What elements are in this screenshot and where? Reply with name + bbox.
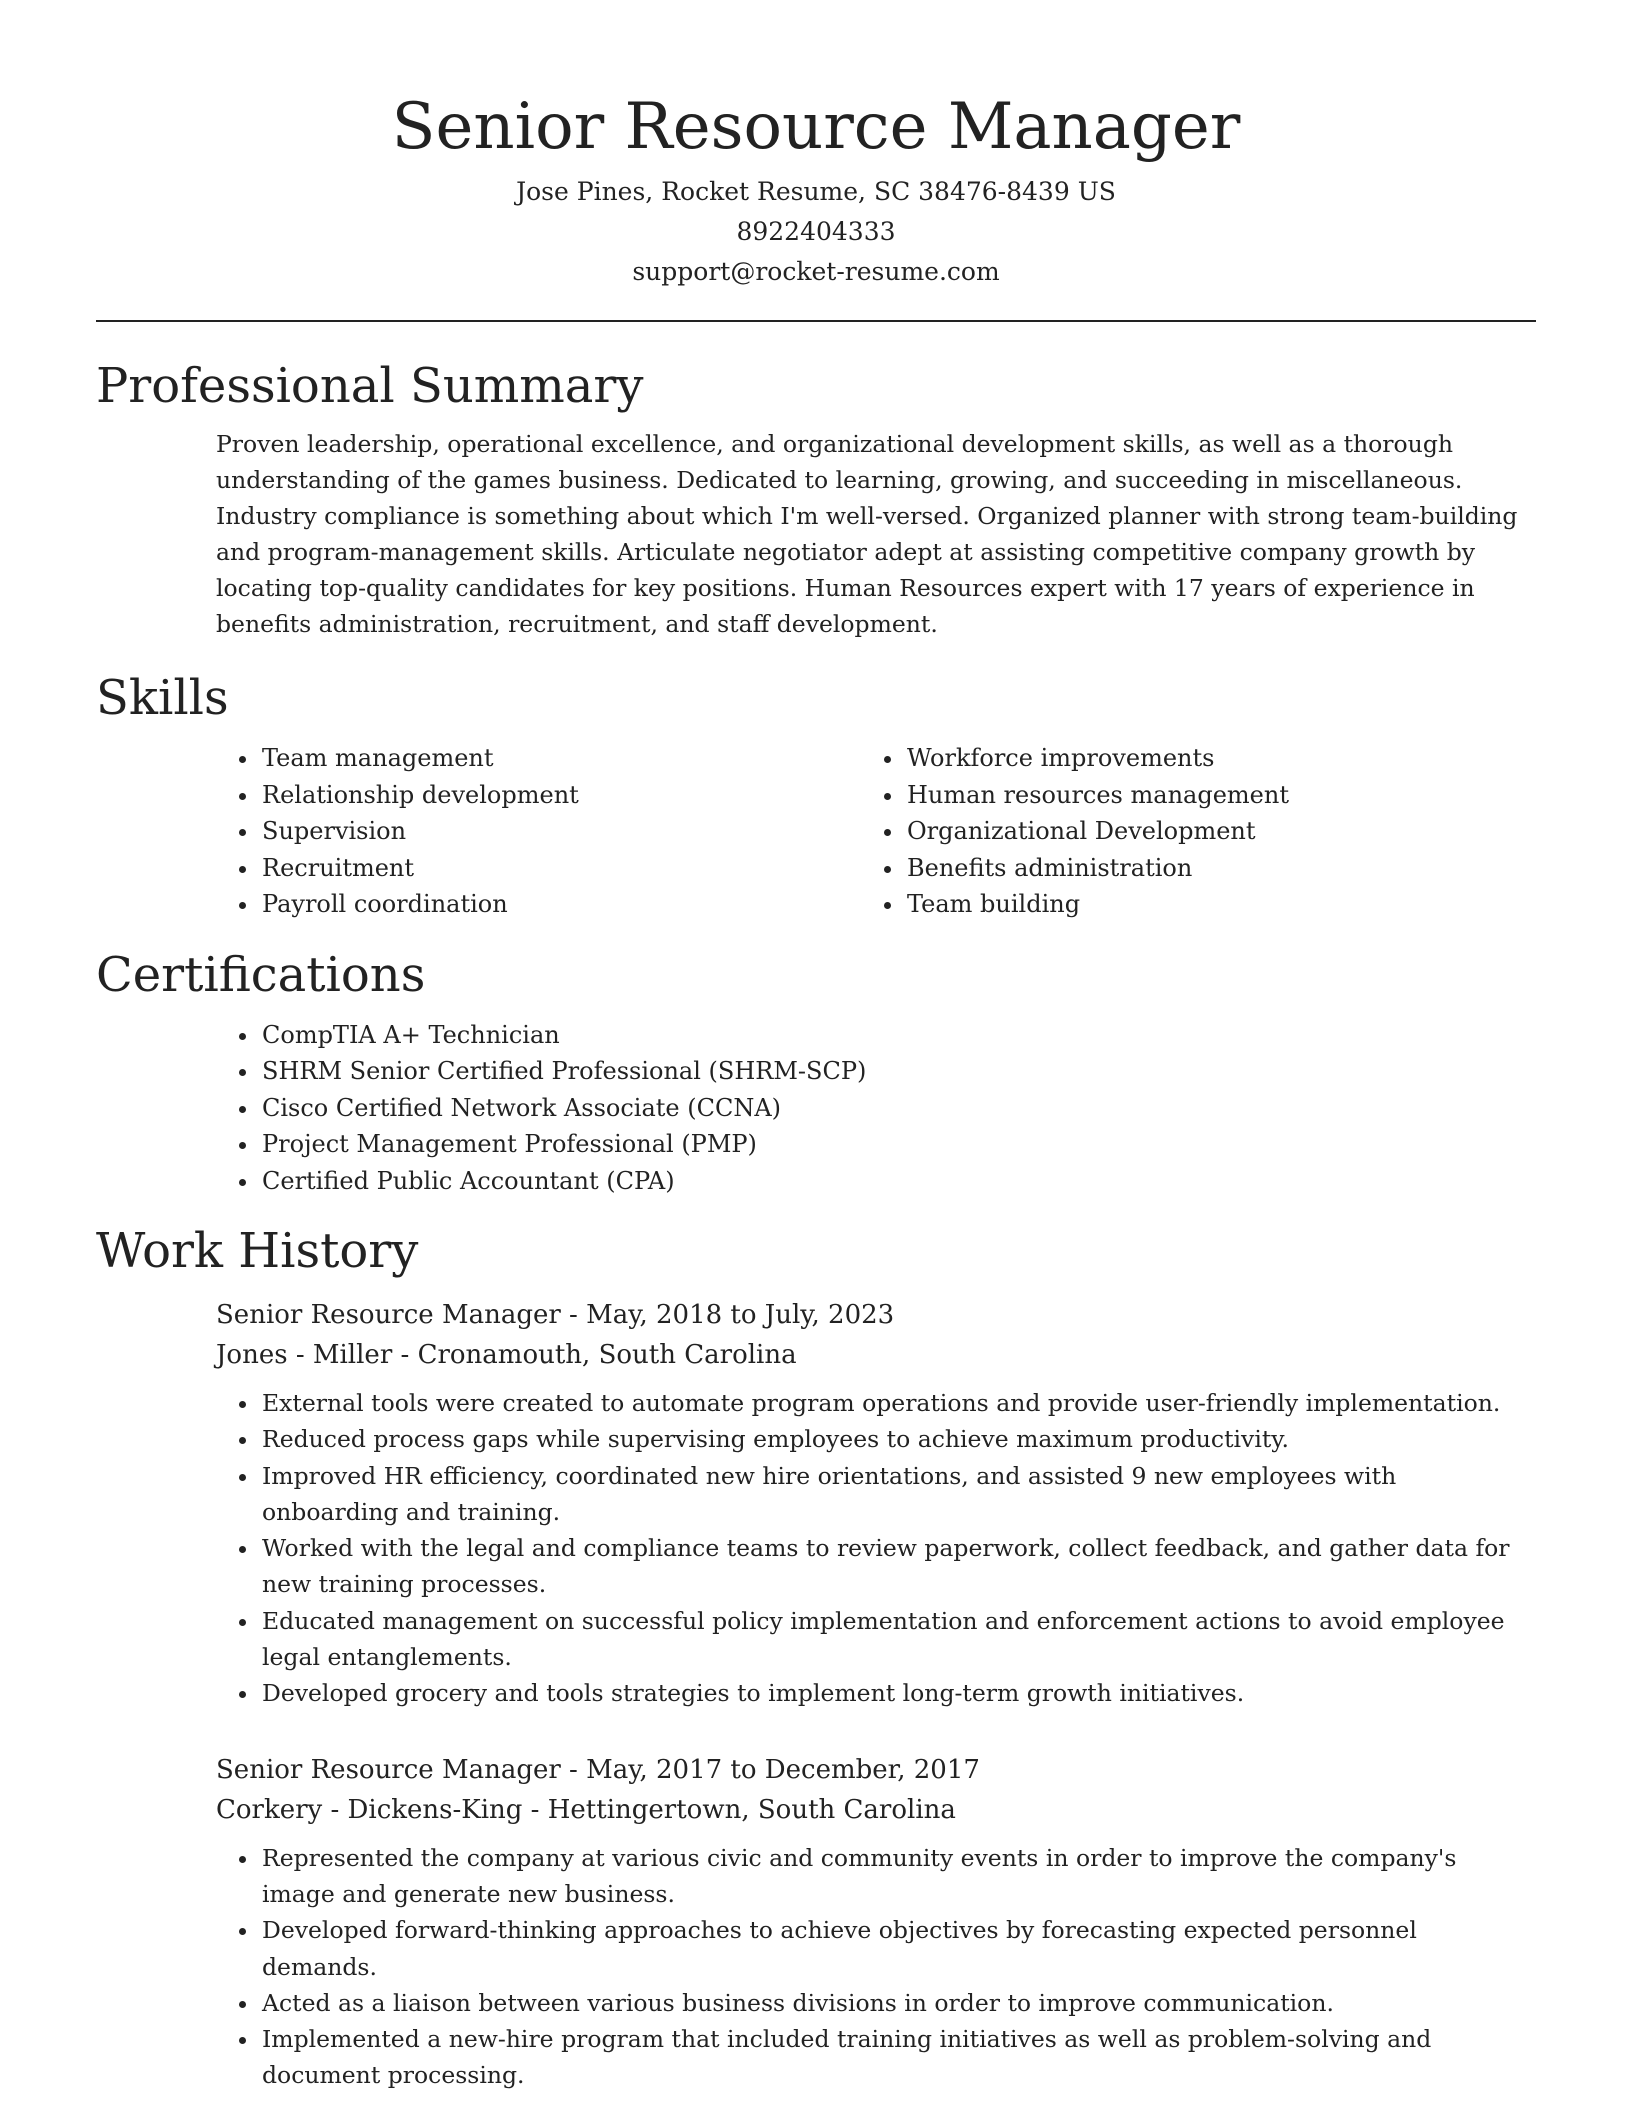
skill-item: • Human resources management xyxy=(905,777,1536,814)
contact-address: Jose Pines, Rocket Resume, SC 38476-8439 US xyxy=(516,177,1116,206)
job-bullet: • External tools were created to automate program operations and provide user-friendly implementation. xyxy=(260,1385,1536,1421)
skills-heading: Skills xyxy=(96,670,229,726)
resume-header xyxy=(96,0,1536,292)
skills-list-right xyxy=(905,740,1536,923)
resume-page xyxy=(96,0,1536,2094)
certification-item: • Project Management Professional (PMP) xyxy=(260,1126,1536,1163)
job-bullets xyxy=(216,1840,1536,2094)
job-company-line: Jones - Miller - Cronamouth, South Carolina xyxy=(216,1340,797,1370)
job-bullets xyxy=(216,1385,1536,1712)
skill-item: • Relationship development xyxy=(260,777,891,814)
certification-item: • SHRM Senior Certified Professional (SHRM-SCP) xyxy=(260,1053,1536,1090)
summary-heading: Professional Summary xyxy=(96,358,644,414)
job-bullet: • Educated management on successful policy implementation and enforcement actions to avoid employee legal entanglements. xyxy=(260,1603,1536,1676)
job-bullet: • Worked with the legal and compliance teams to review paperwork, collect feedback, and gather data for new training processes. xyxy=(260,1530,1536,1603)
skill-item: • Organizational Development xyxy=(905,813,1536,850)
skill-item: • Supervision xyxy=(260,813,891,850)
job-bullet: • Implemented a new-hire program that included training initiatives as well as problem-solving and document processing. xyxy=(260,2021,1536,2094)
job-role: Senior Resource Manager xyxy=(216,1754,561,1785)
job-company: Corkery - Dickens-King xyxy=(216,1794,523,1825)
skill-item: • Recruitment xyxy=(260,850,891,887)
contact-phone: 8922404333 xyxy=(736,217,896,246)
skills-section xyxy=(96,668,1536,923)
job-dates: May, 2018 to July, 2023 xyxy=(586,1300,895,1330)
header-divider xyxy=(96,320,1536,322)
job-role-line: Senior Resource Manager - May, 2018 to July, 2023 xyxy=(216,1300,895,1330)
job-entry xyxy=(216,1295,1536,1712)
certifications-list xyxy=(96,1017,1536,1200)
job-location: Hettingertown, South Carolina xyxy=(547,1794,956,1825)
job-bullet: • Acted as a liaison between various business divisions in order to improve communication. xyxy=(260,1985,1536,2021)
job-dates: May, 2017 to December, 2017 xyxy=(586,1754,980,1785)
skill-item: • Team building xyxy=(905,886,1536,923)
job-bullet: • Developed forward-thinking approaches to achieve objectives by forecasting expected personnel demands. xyxy=(260,1912,1536,1985)
summary-text: Proven leadership, operational excellence, and organizational development skills, as well as a thorough understanding of the games business. Dedicated to learning, growing, and succeeding in miscellaneous. Industry compliance is something about which I'm well-versed. Organized planner with strong team-building and program-management skills. Articulate negotiator adept at assisting competitive company growth by locating top-quality candidates for key positions. Human Resources expert with 17 years of experience in benefits administration, recruitment, and staff development. xyxy=(216,430,1518,638)
job-bullet: • Represented the company at various civic and community events in order to improve the company's image and generate new business. xyxy=(260,1840,1536,1913)
work-history-heading: Work History xyxy=(96,1223,419,1279)
certifications-section xyxy=(96,945,1536,1200)
job-location: Cronamouth, South Carolina xyxy=(417,1340,797,1370)
job-role: Senior Resource Manager xyxy=(216,1300,561,1330)
skills-columns xyxy=(96,740,1536,923)
certification-item: • Cisco Certified Network Associate (CCNA) xyxy=(260,1090,1536,1127)
job-company-line: Corkery - Dickens-King - Hettingertown, South Carolina xyxy=(216,1794,956,1825)
job-entry xyxy=(216,1750,1536,2094)
skill-item: • Payroll coordination xyxy=(260,886,891,923)
certification-item: • CompTIA A+ Technician xyxy=(260,1017,1536,1054)
contact-email: support@rocket-resume.com xyxy=(632,257,1000,286)
resume-title: Senior Resource Manager xyxy=(391,90,1241,164)
job-company: Jones - Miller xyxy=(216,1340,393,1370)
job-role-line: Senior Resource Manager - May, 2017 to December, 2017 xyxy=(216,1754,980,1785)
job-bullet: • Reduced process gaps while supervising employees to achieve maximum productivity. xyxy=(260,1421,1536,1457)
certifications-heading: Certifications xyxy=(96,946,426,1003)
job-bullet: • Developed grocery and tools strategies to implement long-term growth initiatives. xyxy=(260,1675,1536,1711)
summary-section xyxy=(96,356,1536,642)
job-bullet: • Improved HR efficiency, coordinated new hire orientations, and assisted 9 new employees with onboarding and training. xyxy=(260,1458,1536,1531)
skills-list-left xyxy=(96,740,891,923)
skill-item: • Workforce improvements xyxy=(905,740,1536,777)
certification-item: • Certified Public Accountant (CPA) xyxy=(260,1163,1536,1200)
work-history-section xyxy=(96,1221,1536,2094)
skill-item: • Team management xyxy=(260,740,891,777)
skill-item: • Benefits administration xyxy=(905,850,1536,887)
